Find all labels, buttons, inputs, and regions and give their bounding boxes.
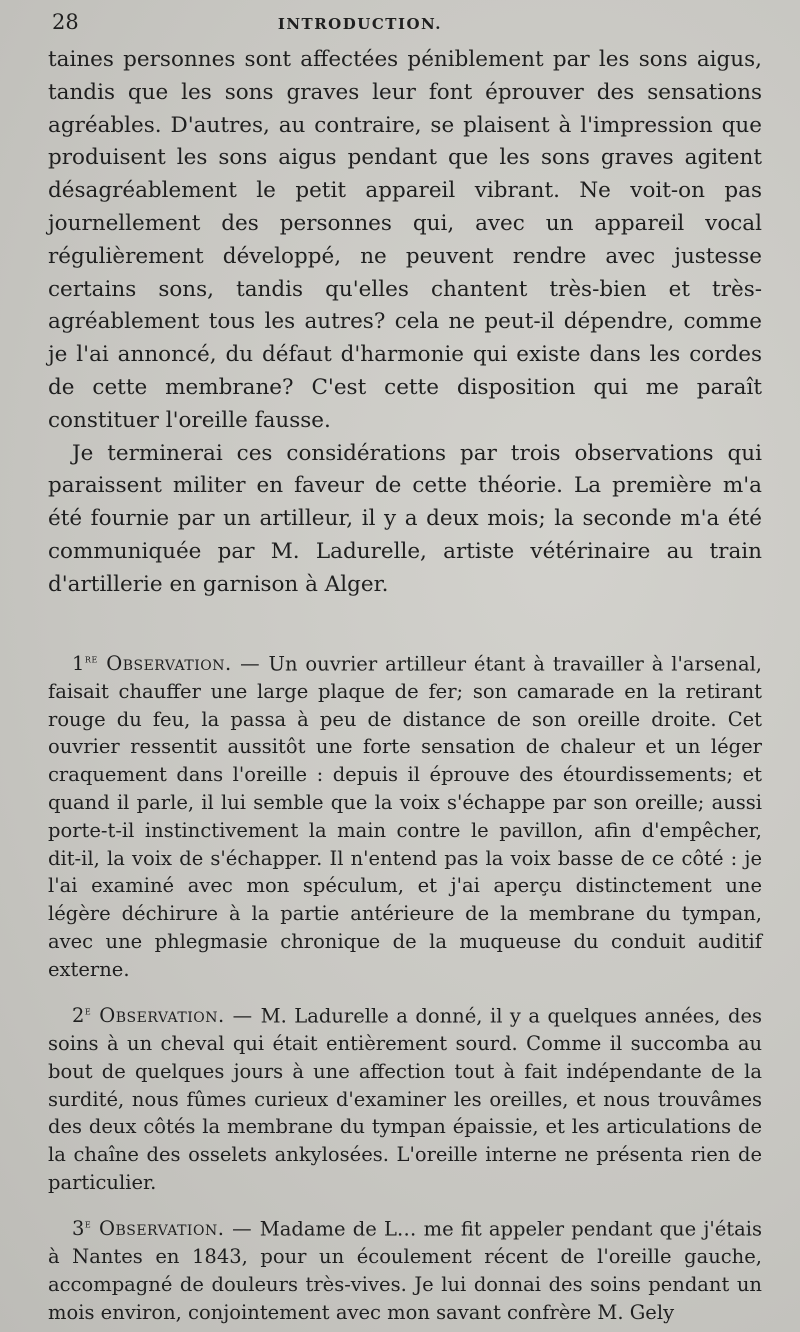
observation-number: 3 (72, 1217, 85, 1241)
page-number: 28 (52, 10, 79, 34)
observation-number: 2 (72, 1004, 85, 1028)
ordinal-suffix: re (84, 652, 98, 666)
observation-heading (72, 652, 269, 675)
main-paragraph: taines personnes sont affectées péniblement par les sons aigus, tandis que les sons graves leur font éprouver des sensations agréables. D'autres, au contraire, se plaisent à l'impression que produisent les sons aigus pendant que les sons graves agitent désagréablement le petit appareil vibrant. Ne voit-on pas journellement des personnes qui, avec un appareil vocal régulièrement développé, ne peuvent rendre avec justesse certains sons, tandis qu'elles chantent très-bien et très-agréablement tous les autres? cela ne peut-il dépendre, comme je l'ai annoncé, du défaut d'harmonie qui existe dans les cordes de cette membrane? C'est cette disposition qui me paraît constituer l'oreille fausse. (48, 47, 762, 433)
running-head: INTRODUCTION. (277, 15, 442, 33)
ordinal-suffix: e (84, 1004, 92, 1018)
observation-label: Observation. — (91, 1004, 261, 1028)
observation-label: Observation. — (91, 1217, 260, 1241)
observation-heading (72, 1004, 261, 1027)
observation-text: Madame de L… me fit appeler pendant que j'étais à Nantes en 1843, pour un écoulement récent de l'oreille gauche, accompagné de douleurs très-vives. Je lui donnai des soins pendant un mois environ, conjointement avec mon savant confrère M. Gely (48, 1217, 762, 1324)
observation-text: Un ouvrier artilleur étant à travailler à l'arsenal, faisait chauffer une large plaque de fer; son camarade en la retirant rouge du feu, la passa à peu de distance de son oreille droite. Cet ouvrier ressentit aussitôt une forte sensation de chaleur et un léger craquement dans l'oreille : depuis il éprouve des étourdissements; et quand il parle, il lui semble que la voix s'échappe par son oreille; aussi porte-t-il instinctivement la main contre le pavillon, afin d'empêcher, dit-il, la voix de s'échapper. Il n'entend pas la voix basse de ce côté : je l'ai examiné avec mon spéculum, et j'ai aperçu distinctement une légère déchirure à la partie antérieure de la membrane du tympan, avec une phlegmasie chronique de la muqueuse du conduit auditif externe. (48, 652, 762, 981)
observation-number: 1 (72, 652, 85, 676)
observation-2 (48, 998, 762, 1197)
observation-1 (48, 646, 762, 984)
page-header (48, 10, 762, 44)
observations-section (48, 646, 762, 1327)
observation-label: Observation. — (97, 652, 269, 676)
main-text (48, 44, 762, 602)
observation-heading (72, 1217, 260, 1240)
main-paragraph: Je terminerai ces considérations par trois observations qui paraissent militer en faveur de cette théorie. La première m'a été fournie par un artilleur, il y a deux mois; la seconde m'a été communiquée par M. Ladurelle, artiste vétérinaire au train d'artillerie en garnison à Alger. (48, 440, 762, 597)
ordinal-suffix: e (84, 1217, 92, 1231)
observation-text: M. Ladurelle a donné, il y a quelques années, des soins à un cheval qui était entièrement sourd. Comme il succomba au bout de quelques jours à une affection tout à fait indépendante de la surdité, nous fûmes curieux d'examiner les oreilles, et nous trouvâmes des deux côtés la membrane du tympan épaissie, et les articulations de la chaîne des osselets ankylosées. L'oreille interne ne présenta rien de particulier. (48, 1004, 762, 1194)
observation-3 (48, 1211, 762, 1327)
